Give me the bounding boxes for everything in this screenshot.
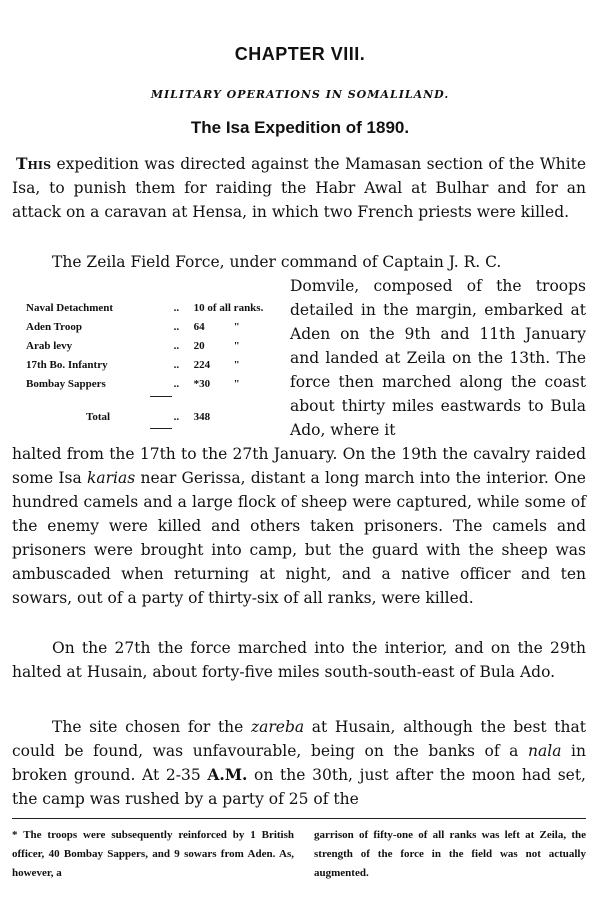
troop-ditto: " <box>233 377 240 390</box>
paragraph-4-italic-1: zareba <box>250 718 305 736</box>
chapter-title: CHAPTER VIII. <box>234 44 366 64</box>
paragraph-2-text-a: halted from the 17th to the 27th January. On the 19th the cavalry raided some Isa <box>12 445 586 487</box>
troops-table <box>26 298 286 426</box>
paragraph-4-time: A.M. <box>207 765 248 784</box>
troop-dots: .. <box>173 320 180 333</box>
troop-unit: Arab levy <box>26 339 73 352</box>
paragraph-3: On the 27th the force marched into the interior, and on the 29th halted at Husain, about forty-five miles south-south-east of Bula Ado. <box>12 639 586 681</box>
paragraph-2-side: Domvile, composed of the troops detailed in the margin, embarked at Aden on the 9th and 11th January and landed at Zeila on the 13th. The force then marched along the coast about thirty miles eastwards to Bula Ado, where it <box>290 277 586 439</box>
troop-ditto: " <box>233 339 240 352</box>
paragraph-4 <box>12 715 586 811</box>
table-row <box>26 355 284 374</box>
troop-unit: Bombay Sappers <box>26 377 106 390</box>
paragraph-1-lead: This <box>16 154 52 173</box>
table-row <box>26 298 284 317</box>
paragraph-2-top: The Zeila Field Force, under command of Captain J. R. C. <box>52 253 502 271</box>
total-label: Total <box>86 410 111 423</box>
troop-count: 10 of all ranks. <box>193 301 264 314</box>
troop-count: 64 <box>193 320 205 333</box>
table-row <box>26 317 284 336</box>
troop-count: 20 <box>193 339 205 352</box>
paragraph-4-text-a: The site chosen for the <box>52 718 251 736</box>
troop-unit: Aden Troop <box>26 320 82 333</box>
total-value: 348 <box>193 410 211 423</box>
troop-ditto: " <box>233 320 240 333</box>
paragraph-2-continued <box>12 442 586 610</box>
table-rule-bottom <box>150 428 172 429</box>
troop-dots: .. <box>173 339 180 352</box>
footnote-right: garrison of fifty-one of all ranks was left at Zeila, the strength of the force in the field was not actually augmented. <box>314 829 586 879</box>
paragraph-2-italic: karias <box>87 469 136 487</box>
section-heading: The Isa Expedition of 1890. <box>190 118 410 137</box>
table-row <box>26 336 284 355</box>
paragraph-4-italic-2: nala <box>528 742 562 760</box>
table-row <box>26 374 284 393</box>
paragraph-4-text-b: at Husain, although the best that could be found, was unfavourable, being on the banks of a <box>12 718 586 760</box>
paragraph-1 <box>12 152 586 224</box>
troop-dots: .. <box>173 377 180 390</box>
troop-dots: .. <box>173 358 180 371</box>
total-dots: .. <box>173 410 180 423</box>
troop-count: 224 <box>193 358 211 371</box>
paragraph-2-text-b: near Gerissa, distant a long march into the interior. One hundred camels and a large flock of sheep were captured, while some of the enemy were killed and others taken prisoners. The camels and prisoners were brought into camp, but the guard with the sheep was ambuscaded when returning at night, and a native officer and ten sowars, out of a party of thirty-six of all ranks, were killed. <box>12 469 586 607</box>
troop-unit: Naval Detachment <box>26 301 114 314</box>
chapter-subtitle: MILITARY OPERATIONS IN SOMALILAND. <box>150 88 450 101</box>
table-row-total <box>26 393 284 426</box>
paragraph-4-text-d: on the 30th, just after the moon had set, the camp was rushed by a party of 25 of the <box>12 766 586 808</box>
troop-ditto: " <box>233 358 240 371</box>
troop-unit: 17th Bo. Infantry <box>26 358 108 371</box>
paragraph-1-text: expedition was directed against the Mamasan section of the White Isa, to punish them for raiding the Habr Awal at Bulhar and for an attack on a caravan at Hensa, in which two French priests were killed. <box>12 155 586 221</box>
paragraph-4-text-c: in broken ground. At 2-35 <box>12 742 586 784</box>
table-rule-top <box>150 396 172 397</box>
troop-dots: .. <box>173 301 180 314</box>
footnote-divider <box>12 818 586 819</box>
footnote-left: * The troops were subsequently reinforced by 1 British officer, 40 Bombay Sappers, and 9 sowars from Aden. As, however, a <box>12 829 294 879</box>
troop-count: *30 <box>193 377 211 390</box>
